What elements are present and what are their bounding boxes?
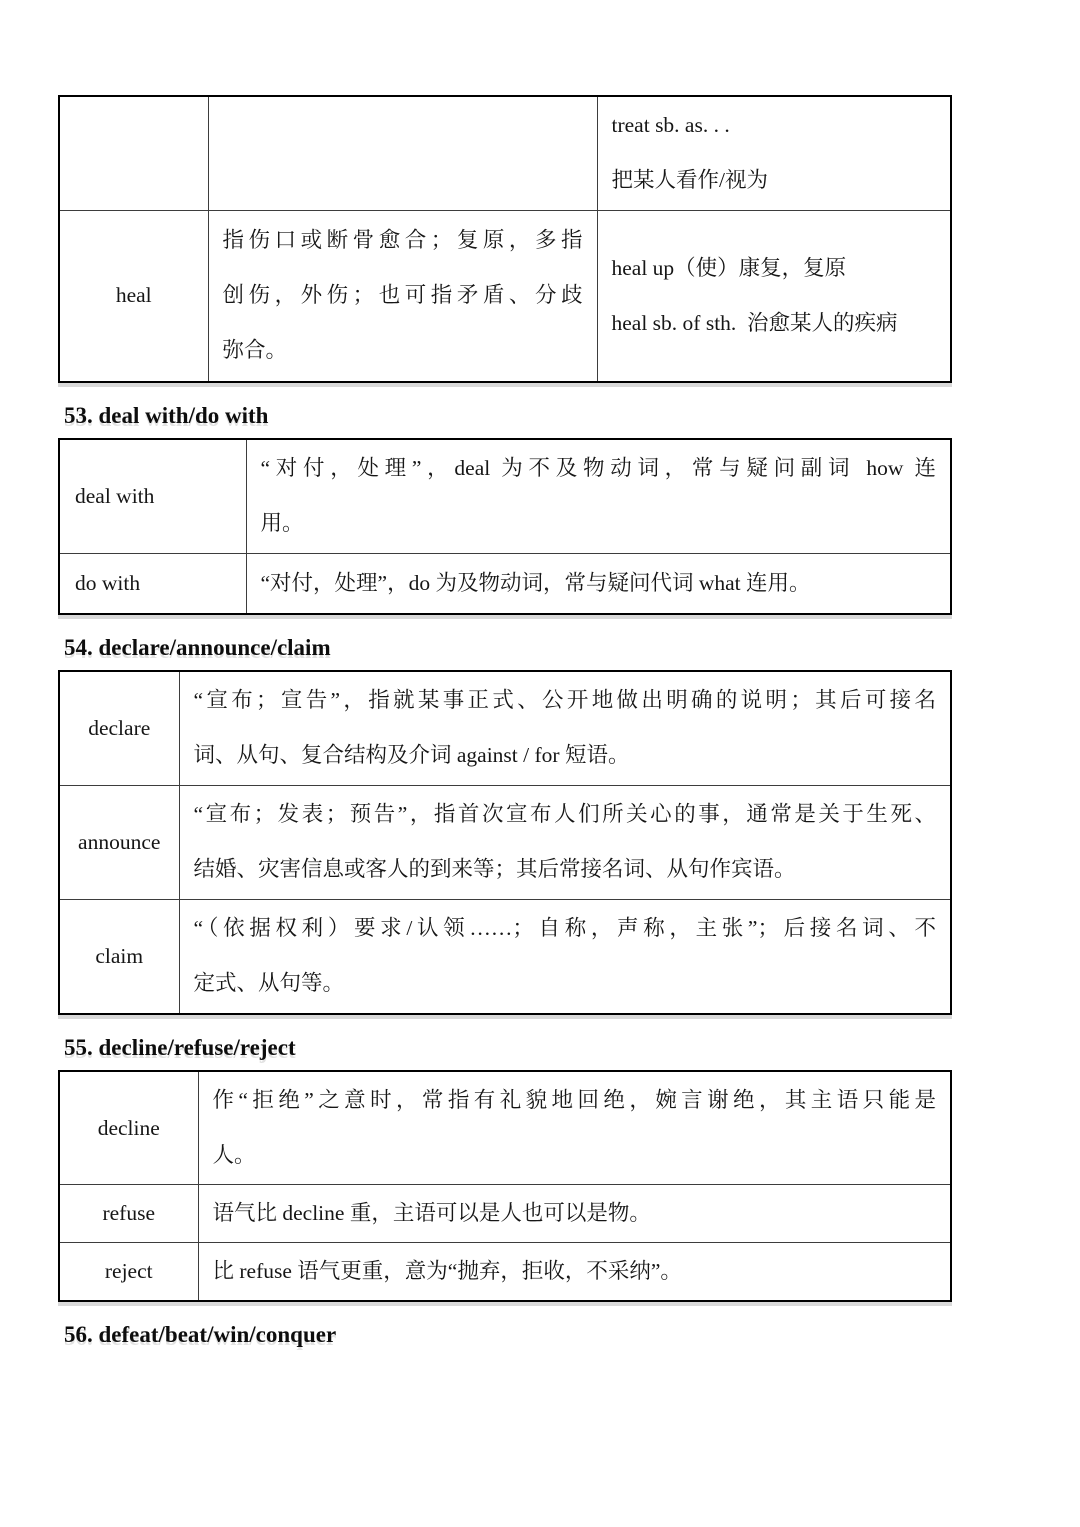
definition-line: 结婚、灾害信息或客人的到来等；其后常接名词、从句作宾语。 <box>193 857 796 881</box>
term-cell: decline <box>59 1071 198 1185</box>
phrase-line: heal sb. of sth. 治愈某人的疾病 <box>611 310 898 335</box>
decline-table <box>58 1070 952 1302</box>
term-cell: claim <box>59 899 179 1014</box>
table-row-declare <box>59 671 951 785</box>
table-row-announce <box>59 785 951 899</box>
definition-line: 创伤，外伤；也可指矛盾、分歧 <box>222 283 583 308</box>
definition-cell <box>208 96 597 210</box>
definition-line: 用。 <box>260 511 304 536</box>
table-row-refuse <box>59 1185 951 1243</box>
section-heading-55: 55. decline/refuse/reject <box>64 1035 296 1060</box>
table-row-claim <box>59 899 951 1014</box>
table-row-do-with <box>59 553 951 614</box>
definition-cell <box>198 1185 951 1243</box>
deal-with-table <box>58 438 952 615</box>
section-heading-56: 56. defeat/beat/win/conquer <box>64 1322 337 1347</box>
phrases-cell <box>597 210 951 382</box>
document-content <box>58 95 950 1357</box>
table-row-treat <box>59 96 951 210</box>
phrase-line: heal up（使）康复，复原 <box>611 255 847 280</box>
term-cell: reject <box>59 1243 198 1302</box>
definition-line: 词、从句、复合结构及介词 against / for 短语。 <box>193 743 630 768</box>
declare-table <box>58 670 952 1015</box>
term-cell: heal <box>59 210 208 382</box>
definition-cell <box>179 785 951 899</box>
definition-cell <box>179 671 951 785</box>
term-cell <box>59 96 208 210</box>
definition-line: “宣布；发表；预告”，指首次宣布人们所关心的事，通常是关于生死、 <box>193 802 936 826</box>
term-cell: declare <box>59 671 179 785</box>
definition-line: 弥合。 <box>222 338 288 363</box>
heal-table <box>58 95 952 383</box>
definition-line: “对付，处理”，do 为及物动词，常与疑问代词 what 连用。 <box>260 570 811 595</box>
definition-cell <box>198 1243 951 1302</box>
term-cell: refuse <box>59 1185 198 1243</box>
definition-cell <box>179 899 951 1014</box>
definition-line: 定式、从句等。 <box>193 971 345 996</box>
definition-line: 人。 <box>212 1143 256 1167</box>
table-row-reject <box>59 1243 951 1302</box>
definition-line: 语气比 decline 重，主语可以是人也可以是物。 <box>212 1201 651 1225</box>
definition-line: 比 refuse 语气更重，意为“抛弃，拒收，不采纳”。 <box>212 1259 682 1283</box>
table-row-heal <box>59 210 951 382</box>
definition-line: 作“拒绝”之意时，常指有礼貌地回绝，婉言谢绝，其主语只能是 <box>212 1088 936 1112</box>
table-row-decline <box>59 1071 951 1185</box>
definition-line: “宣布；宣告”，指就某事正式、公开地做出明确的说明；其后可接名 <box>193 688 936 713</box>
definition-line: “对付，处理”，deal 为不及物动词，常与疑问副词 how 连 <box>260 456 936 481</box>
term-cell: announce <box>59 785 179 899</box>
definition-cell <box>246 439 951 553</box>
table-row-deal-with <box>59 439 951 553</box>
definition-line: “（依据权利）要求/认领……；自称，声称，主张”；后接名词、不 <box>193 916 936 941</box>
term-cell: deal with <box>59 439 246 553</box>
phrase-line: treat sb. as. . . <box>611 113 730 138</box>
definition-line: 指伤口或断骨愈合；复原，多指 <box>222 228 583 253</box>
definition-cell <box>198 1071 951 1185</box>
phrase-line: 把某人看作/视为 <box>611 168 768 193</box>
definition-cell <box>208 210 597 382</box>
term-cell: do with <box>59 553 246 614</box>
section-heading-53: 53. deal with/do with <box>64 403 269 428</box>
section-heading-54: 54. declare/announce/claim <box>64 635 331 660</box>
definition-cell <box>246 553 951 614</box>
phrases-cell <box>597 96 951 210</box>
